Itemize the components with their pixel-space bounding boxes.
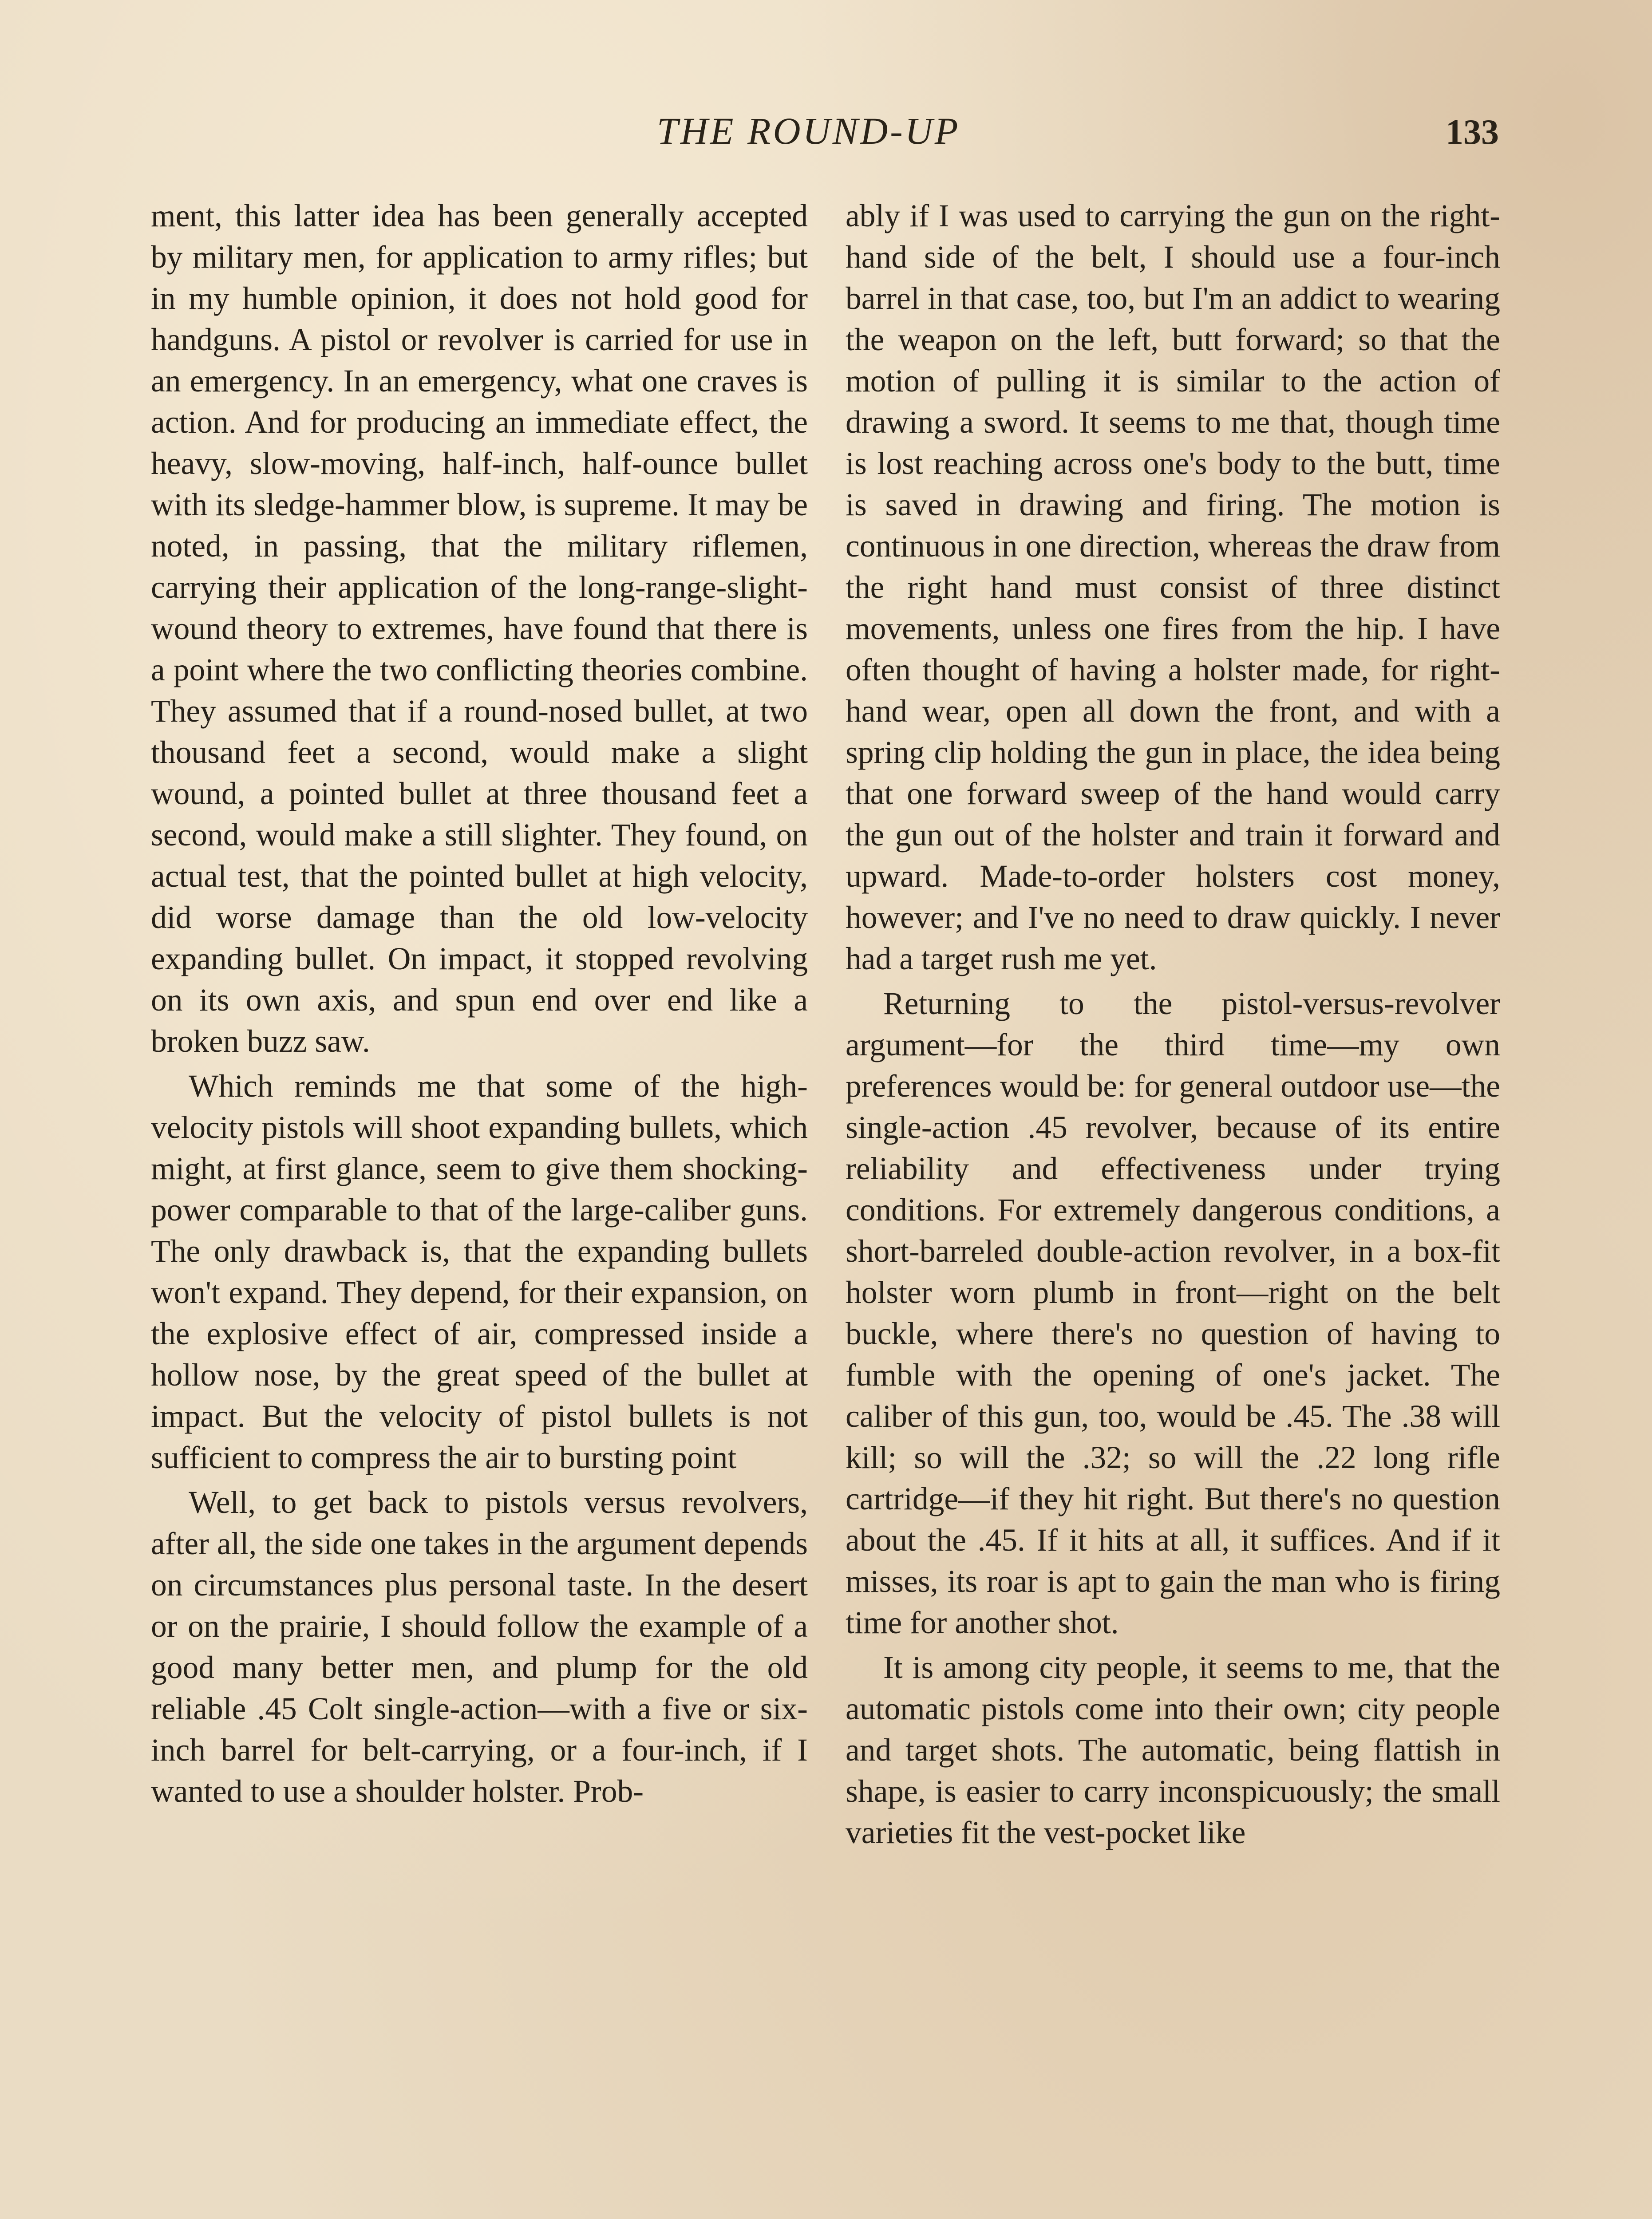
paragraph: It is among city people, it seems to me, that the automatic pistols come into their own; city people and target shots. The automatic, being flattish in shape, is easier to carry inconspicuously; the small varieties fit the vest-pocket like [846,1650,1500,1850]
left-column [151,195,808,1812]
running-title: THE ROUND-UP [657,110,960,152]
page-header [0,109,1652,171]
paragraph: Returning to the pistol-versus-revolver argument—for the third time—my own preferences would be: for general outdoor use—the single-action .45 revolver, because of its entire reliability and effectiveness under trying conditions. For extremely dangerous conditions, a short-barreled double-action revolver, in a box-fit holster worn plumb in front—right on the belt buckle, where there's no question of having to fumble with the opening of one's jacket. The caliber of this gun, too, would be .45. The .38 will kill; so will the .32; so will the .22 long rifle cartridge—if they hit right. But there's no question about the .45. If it hits at all, it suffices. And if it misses, its roar is apt to gain the man who is firing time for another shot. [846,986,1500,1640]
paragraph: ably if I was used to carrying the gun on the right-hand side of the belt, I should use a four-inch barrel in that case, too, but I'm an addict to wearing the weapon on the left, butt forward; so that the motion of pulling it is similar to the action of drawing a sword. It seems to me that, though time is lost reaching across one's body to the butt, time is saved in drawing and firing. The motion is continuous in one direction, whereas the draw from the right hand must consist of three distinct movements, unless one fires from the hip. I have often thought of having a holster made, for right-hand wear, open all down the front, and with a spring clip holding the gun in place, the idea being that one forward sweep of the hand would carry the gun out of the holster and train it forward and upward. Made-to-order holsters cost money, however; and I've no need to draw quickly. I never had a target rush me yet. [846,198,1500,976]
paragraph: ment, this latter idea has been generally accepted by military men, for application to army rifles; but in my humble opinion, it does not hold good for handguns. A pistol or revolver is carried for use in an emergency. In an emergency, what one craves is action. And for producing an immediate effect, the heavy, slow-moving, half-inch, half-ounce bullet with its sledge-hammer blow, is supreme. It may be noted, in passing, that the military riflemen, carrying their application of the long-range-slight-wound theory to extremes, have found that there is a point where the two conflicting theories combine. They assumed that if a round-nosed bullet, at two thousand feet a second, would make a slight wound, a pointed bullet at three thousand feet a second, would make a still slighter. They found, on actual test, that the pointed bullet at high velocity, did worse damage than the old low-velocity expanding bullet. On impact, it stopped revolving on its own axis, and spun end over end like a broken buzz saw. [151,198,808,1059]
page-number: 133 [1446,113,1499,152]
paragraph: Well, to get back to pistols versus revolvers, after all, the side one takes in the argument depends on circumstances plus personal taste. In the desert or on the prairie, I should follow the example of a good many better men, and plump for the old reliable .45 Colt single-action—with a five or six-inch barrel for belt-carrying, or a four-inch, if I wanted to use a shoulder holster. Prob- [151,1485,808,1809]
paragraph: Which reminds me that some of the high-velocity pistols will shoot expanding bullets, which might, at first glance, seem to give them shocking-power comparable to that of the large-caliber guns. The only drawback is, that the expanding bullets won't expand. They depend, for their expansion, on the explosive effect of air, compressed inside a hollow nose, by the great speed of the bullet at impact. But the velocity of pistol bullets is not sufficient to compress the air to bursting point [151,1069,808,1475]
right-column [846,195,1500,1853]
